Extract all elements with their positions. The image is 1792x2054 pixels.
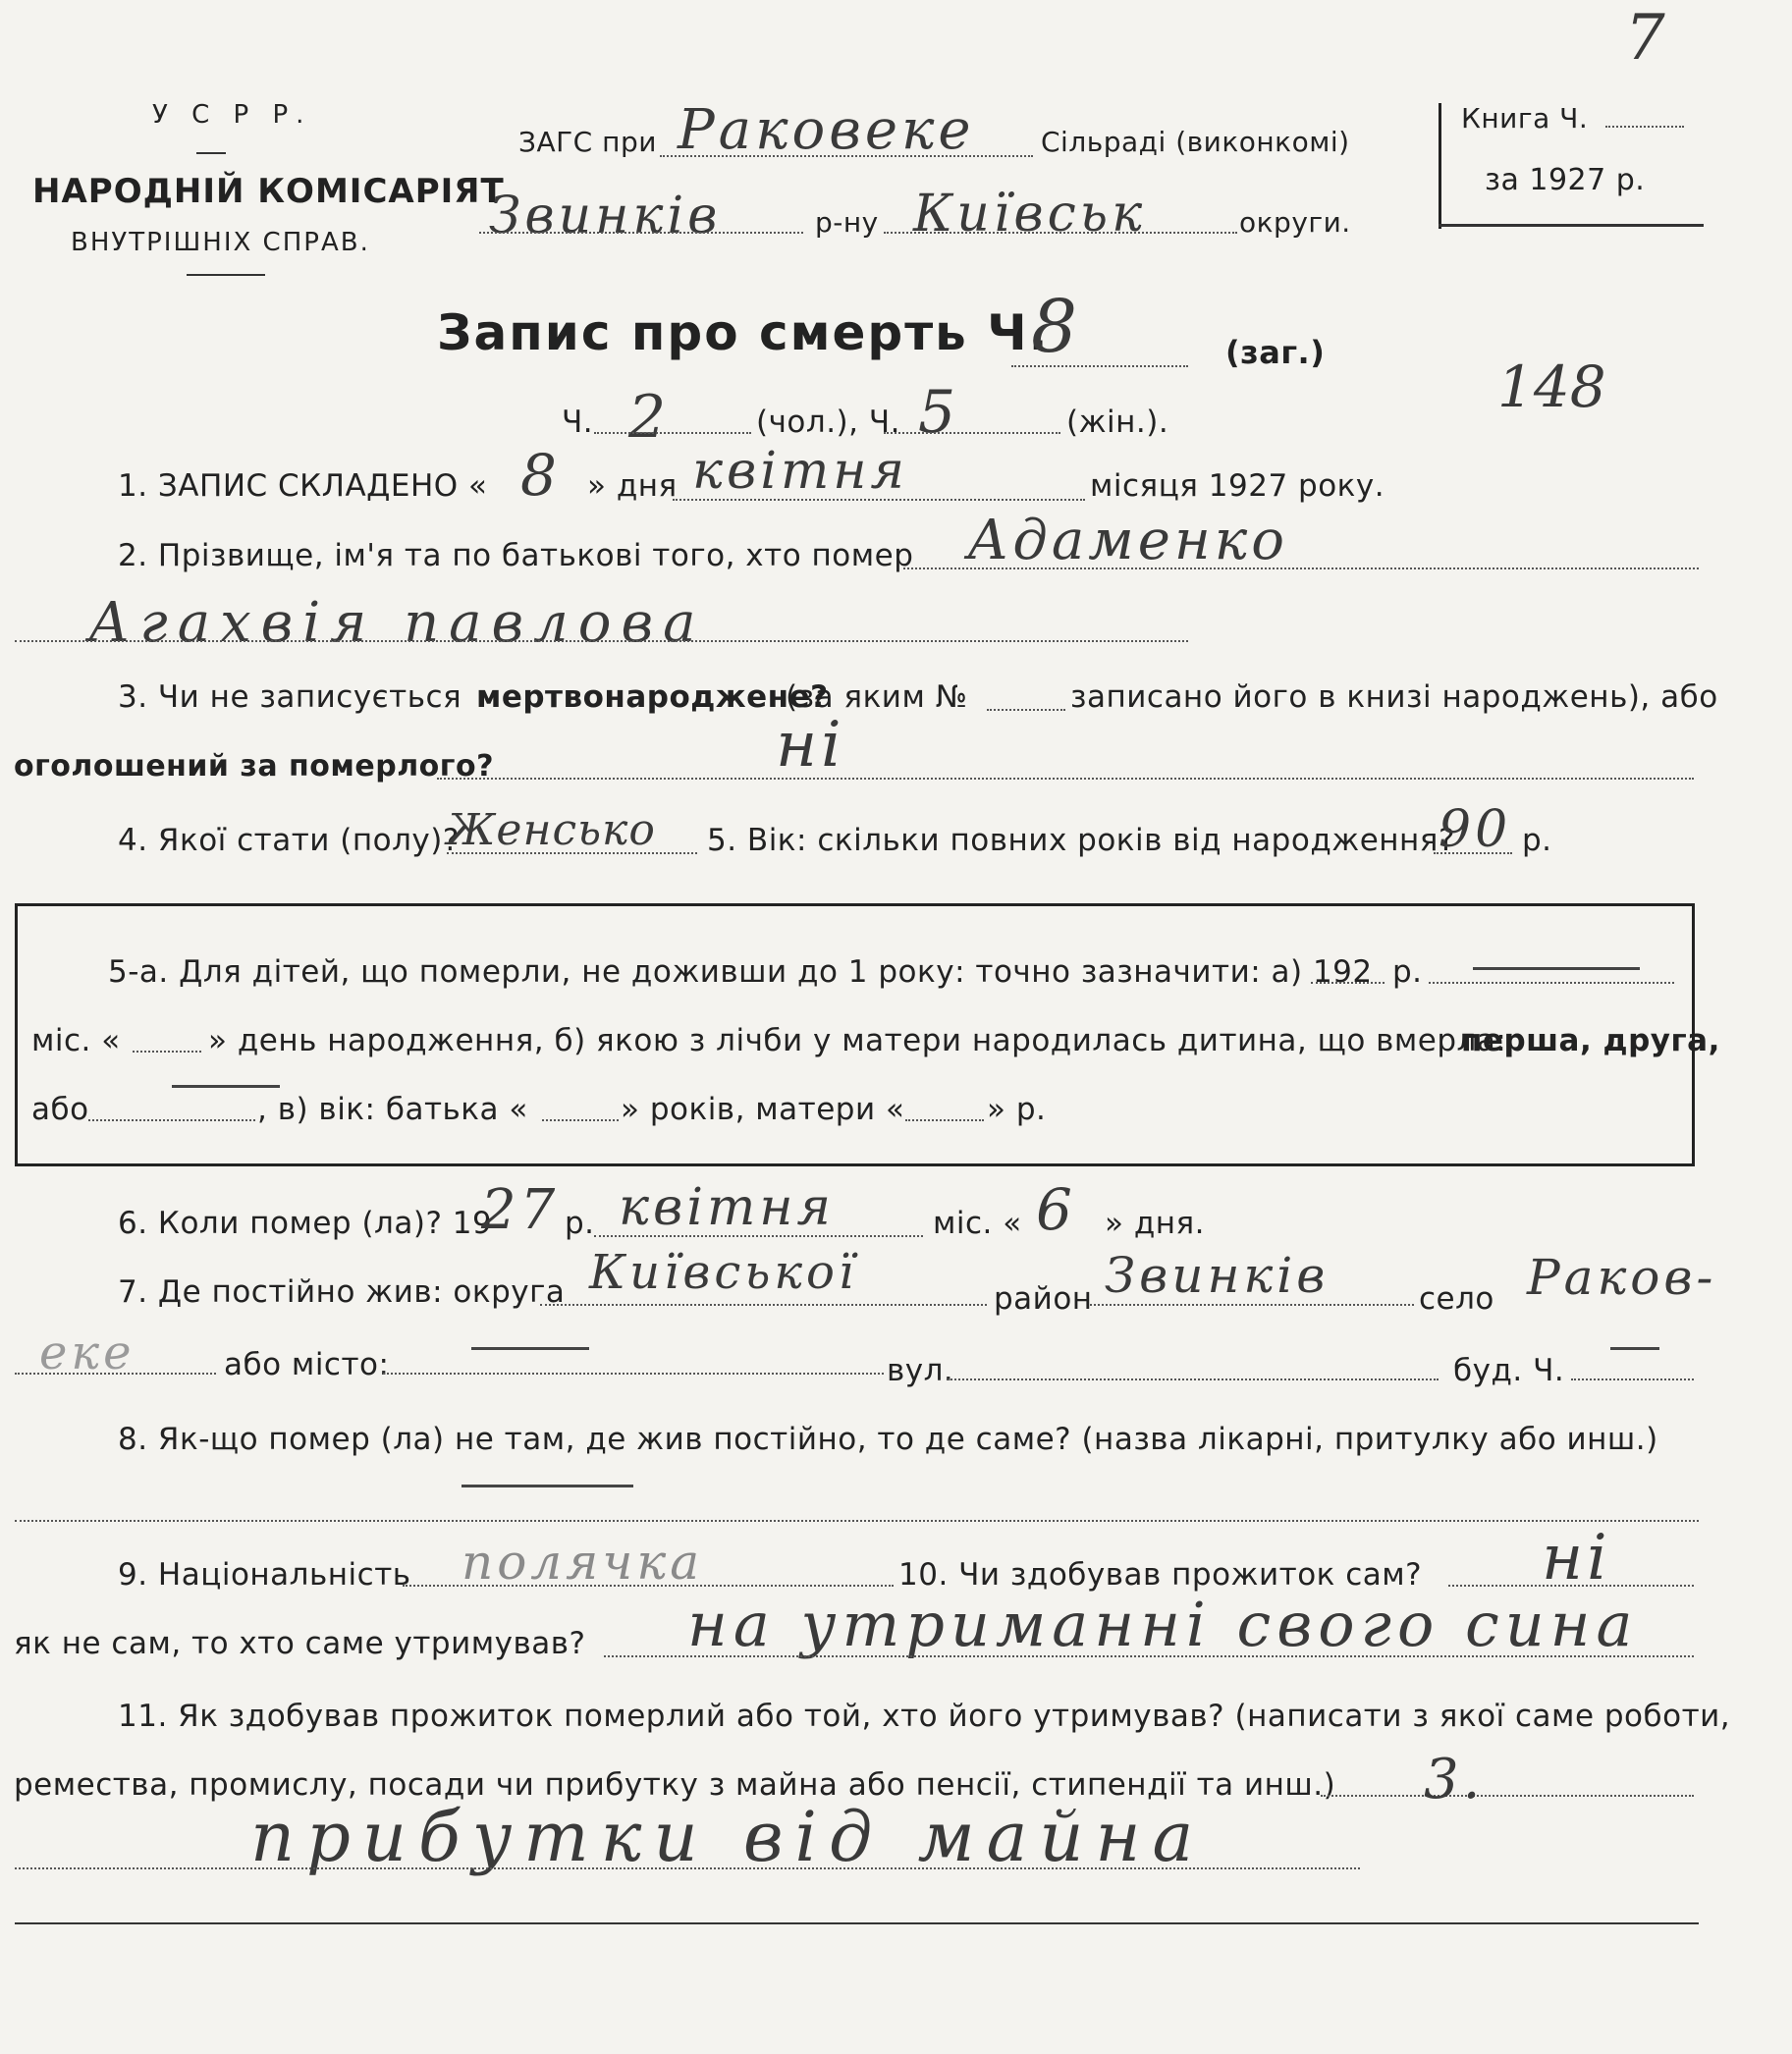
q9-value: полячка xyxy=(462,1534,704,1591)
male-number: 2 xyxy=(628,383,671,452)
q7-rayon: Звинків xyxy=(1105,1247,1330,1304)
q5a-line2a: міс. « xyxy=(31,1023,121,1058)
male-prefix: Ч. xyxy=(562,405,594,440)
zags-label: ЗАГС при xyxy=(518,126,657,158)
q3-declared-dead: оголошений за померлого? xyxy=(14,749,494,784)
q5a-line1-end: р. xyxy=(1392,954,1423,990)
q7-label: 7. Де постійно жив: округа xyxy=(118,1274,566,1310)
book-label: Книга Ч. xyxy=(1461,102,1589,135)
q7-selo-label: село xyxy=(1419,1281,1494,1317)
q6-month: квітня xyxy=(619,1178,835,1237)
q10-label: 10. Чи здобував прожиток сам? xyxy=(898,1557,1423,1593)
book-year: за 1927 р. xyxy=(1485,163,1646,197)
org-internal-affairs: ВНУТРІШНІХ СПРАВ. xyxy=(71,228,370,257)
dash-stroke xyxy=(1473,967,1640,970)
silradi-label: Сільраді (виконкомі) xyxy=(1041,126,1350,158)
q5a-line3a: або xyxy=(31,1092,89,1127)
q3-line1c: (за яким № xyxy=(786,679,968,715)
org-commissariat: НАРОДНІЙ КОМІСАРІЯТ xyxy=(32,172,505,211)
divider xyxy=(187,274,265,276)
q5-age-unit: р. xyxy=(1522,823,1552,858)
q2-surname: Адаменко xyxy=(967,509,1288,572)
q8-label: 8. Як-що помер (ла) не там, де жив постійно, то де саме? (назва лікарні, притулку або инш.) xyxy=(118,1422,1658,1457)
dash-stroke xyxy=(172,1085,280,1088)
q1-tail: місяця 1927 року. xyxy=(1090,468,1385,504)
q5-age: 90 xyxy=(1439,800,1512,859)
q1-day: 8 xyxy=(520,442,561,509)
q1-month: квітня xyxy=(692,442,908,501)
female-number: 5 xyxy=(918,378,960,447)
dash-stroke xyxy=(462,1485,633,1487)
q6-label: 6. Коли помер (ла)? 19 xyxy=(118,1206,493,1241)
bottom-line xyxy=(15,1922,1699,1924)
q11-line1: 11. Як здобував прожиток померлий або той, хто його утримував? (написати з якої саме роботи, xyxy=(118,1699,1731,1734)
q6-mis: міс. « xyxy=(933,1206,1022,1241)
record-total-label: (заг.) xyxy=(1225,334,1326,371)
q9-label: 9. Національність xyxy=(118,1557,411,1593)
q5a-line2c: перша, друга, xyxy=(1461,1023,1720,1058)
q3-stillborn: мертвонароджене? xyxy=(476,679,829,715)
male-label: (чол.), Ч. xyxy=(756,405,900,440)
q3-line1d: записано його в книзі народжень), або xyxy=(1070,679,1718,715)
record-number: 8 xyxy=(1031,285,1082,369)
q6-dnya: » дня. xyxy=(1105,1206,1206,1241)
q1-mid: » дня xyxy=(587,468,678,504)
q7-vul-label: вул. xyxy=(887,1353,954,1388)
q2-name: Агахвія павлова xyxy=(88,591,706,655)
q11-line2: ремества, промислу, посади чи прибутку з майна або пенсії, стипендії та инш.) xyxy=(14,1767,1336,1803)
q5a-line3b: , в) вік: батька « xyxy=(257,1092,528,1127)
q3-line1a: 3. Чи не записується xyxy=(118,679,462,715)
divider xyxy=(196,152,226,154)
q5-label: 5. Вік: скільки повних років від народження? xyxy=(707,823,1455,858)
q11-value: прибутки від майна xyxy=(250,1797,1206,1877)
q6-year: 27 xyxy=(481,1178,560,1242)
q7-rayon-label: район xyxy=(994,1281,1093,1317)
q7-bud-label: буд. Ч. xyxy=(1453,1353,1565,1388)
q1-label: 1. ЗАПИС СКЛАДЕНО « xyxy=(118,468,488,504)
okruga-label: округи. xyxy=(1239,206,1351,239)
q7-selo: Раков- xyxy=(1527,1249,1717,1306)
q6-r: р. xyxy=(565,1206,595,1241)
q6-day: 6 xyxy=(1036,1176,1076,1243)
q7-misto-label: або місто: xyxy=(224,1347,390,1382)
q4-value: Женсько xyxy=(447,805,656,855)
q5a-line2b: » день народження, б) якою з лічби у матери народилась дитина, що вмерла: xyxy=(208,1023,1507,1058)
side-number: 148 xyxy=(1497,353,1606,420)
q7-selo-cont: еке xyxy=(39,1325,136,1380)
q9-supported-value: на утриманні свого сина xyxy=(687,1589,1639,1660)
book-box-border xyxy=(1439,103,1441,229)
zags-value: Раковеке xyxy=(678,98,975,162)
q5a-line1: 5-а. Для дітей, що померли, не доживши до 1 року: точно зазначити: а) 192 xyxy=(108,954,1373,990)
org-republic: У С Р Р. xyxy=(152,100,312,130)
q10-value: ні xyxy=(1542,1522,1611,1595)
q7-okruga: Київської xyxy=(589,1245,858,1300)
dash-stroke xyxy=(1610,1347,1659,1350)
rayon-label: р-ну xyxy=(815,206,879,239)
corner-mark: 7 xyxy=(1625,2,1669,75)
q11-mark: 3. xyxy=(1424,1748,1485,1811)
rayon-value: Звинків xyxy=(489,187,722,245)
q2-label: 2. Прізвище, ім'я та по батькові того, хто помер xyxy=(118,538,914,573)
q5a-line3d: » р. xyxy=(987,1092,1047,1127)
okruga-value: Київськ xyxy=(913,185,1147,243)
record-title: Запис про смерть Ч. xyxy=(437,304,1050,361)
q4-label: 4. Якої стати (полу)? xyxy=(118,823,460,858)
q3-answer: ні xyxy=(776,709,845,782)
female-label: (жін.). xyxy=(1066,405,1169,440)
q5a-line3c: » років, матери « xyxy=(621,1092,905,1127)
dash-stroke xyxy=(471,1347,589,1350)
q9-supported-label: як не сам, то хто саме утримував? xyxy=(14,1626,586,1661)
